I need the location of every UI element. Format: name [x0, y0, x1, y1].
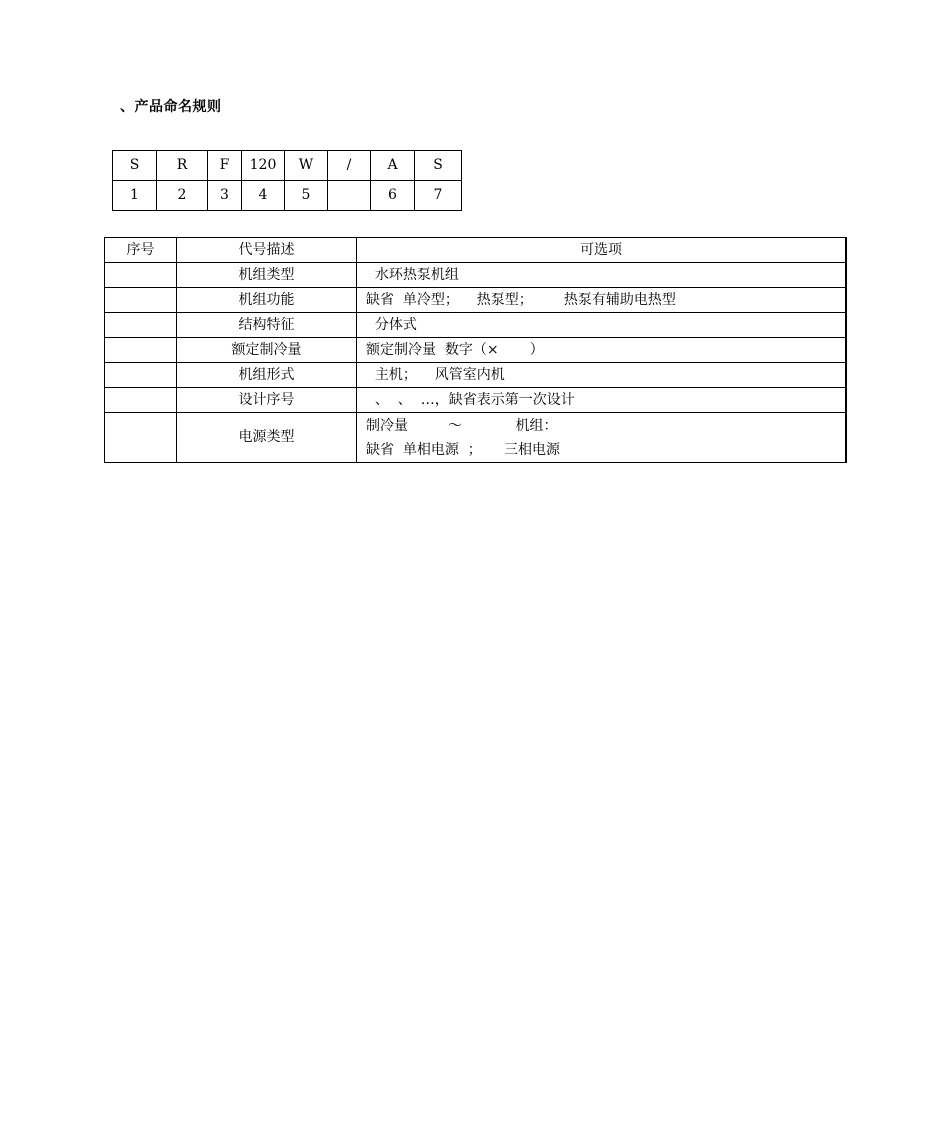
- position-row: [113, 181, 462, 211]
- code-cell: 120: [242, 151, 285, 181]
- position-cell: [328, 181, 371, 211]
- row-options: [357, 413, 847, 463]
- table-row: [105, 313, 847, 338]
- row-desc: 结构特征: [177, 313, 357, 338]
- model-code-table: [112, 150, 462, 211]
- code-cell: S: [415, 151, 462, 181]
- option-line: 额定制冷量 数字（× ）: [366, 342, 544, 358]
- row-options: [357, 263, 847, 288]
- table-row: [105, 413, 847, 463]
- option-line: 水环热泵机组: [366, 267, 459, 283]
- option-line: 制冷量 ～ 机组：: [366, 417, 558, 434]
- code-cell: F: [208, 151, 242, 181]
- code-row: [113, 151, 462, 181]
- section-heading: 、产品命名规则: [120, 99, 222, 115]
- option-line: 分体式: [366, 317, 417, 333]
- row-desc: 机组形式: [177, 363, 357, 388]
- header-desc: 代号描述: [177, 238, 357, 263]
- row-no: [105, 338, 177, 363]
- position-cell: 3: [208, 181, 242, 211]
- position-cell: 4: [242, 181, 285, 211]
- row-desc: 机组类型: [177, 263, 357, 288]
- row-no: [105, 288, 177, 313]
- row-no: [105, 388, 177, 413]
- header-no: 序号: [105, 238, 177, 263]
- position-cell: 6: [371, 181, 415, 211]
- row-options: [357, 313, 847, 338]
- position-cell: 2: [157, 181, 208, 211]
- position-cell: 1: [113, 181, 157, 211]
- option-line: 、 、 …，缺省表示第一次设计: [366, 392, 575, 408]
- header-row: [105, 238, 847, 263]
- code-cell: S: [113, 151, 157, 181]
- row-options: [357, 338, 847, 363]
- code-cell: W: [285, 151, 328, 181]
- position-cell: 7: [415, 181, 462, 211]
- table-row: [105, 288, 847, 313]
- table-row: [105, 263, 847, 288]
- code-description-table: [104, 237, 847, 463]
- position-cell: 5: [285, 181, 328, 211]
- option-line: 主机； 风管室内机: [366, 367, 505, 383]
- code-cell: R: [157, 151, 208, 181]
- row-desc: 额定制冷量: [177, 338, 357, 363]
- row-options: [357, 388, 847, 413]
- row-desc: 设计序号: [177, 388, 357, 413]
- table-row: [105, 388, 847, 413]
- table-row: [105, 338, 847, 363]
- row-desc: 电源类型: [177, 413, 357, 463]
- code-cell: /: [328, 151, 371, 181]
- row-options: [357, 288, 847, 313]
- table-row: [105, 363, 847, 388]
- header-options: 可选项: [357, 238, 847, 263]
- row-no: [105, 413, 177, 463]
- row-options: [357, 363, 847, 388]
- option-line: 缺省 单相电源 ； 三相电源: [366, 441, 561, 458]
- row-no: [105, 313, 177, 338]
- code-cell: A: [371, 151, 415, 181]
- row-no: [105, 263, 177, 288]
- option-line: 缺省 单冷型； 热泵型； 热泵有辅助电热型: [366, 292, 676, 308]
- row-desc: 机组功能: [177, 288, 357, 313]
- row-no: [105, 363, 177, 388]
